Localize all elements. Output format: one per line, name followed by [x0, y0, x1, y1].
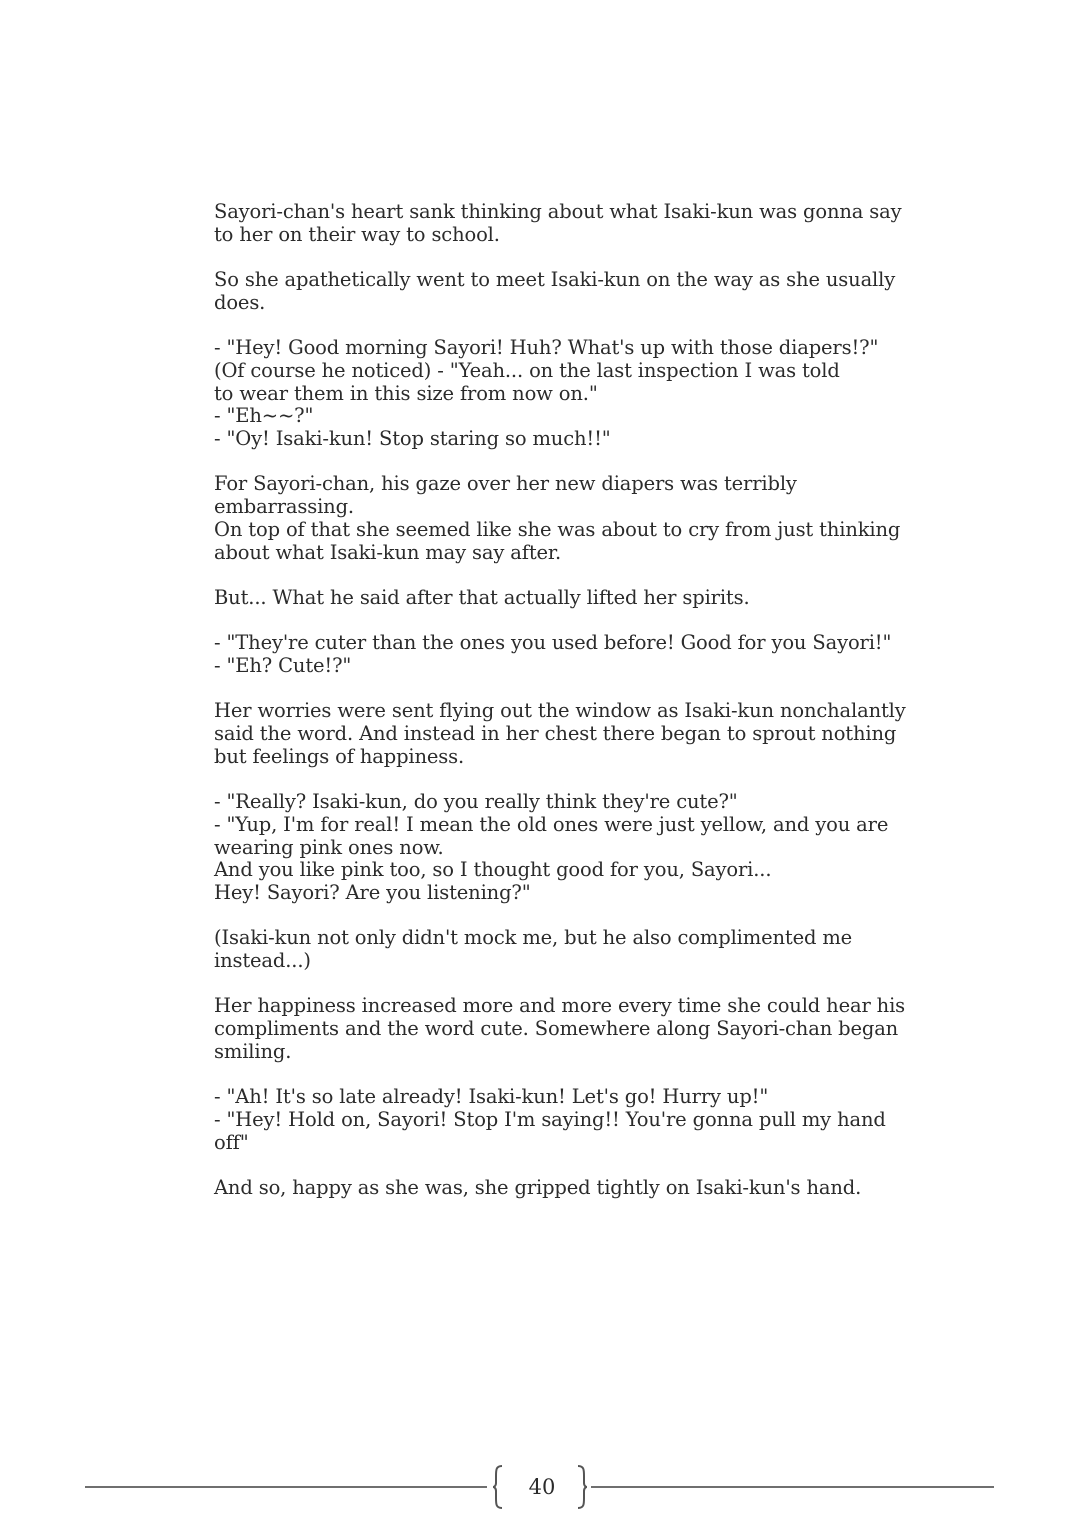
text-line: Sayori-chan's heart sank thinking about what Isaki-kun was gonna say	[214, 200, 902, 223]
story-text	[214, 200, 906, 1222]
text-line: - "Hey! Hold on, Sayori! Stop I'm saying!! You're gonna pull my hand	[214, 1107, 886, 1131]
text-line: - "Eh~~?"	[214, 404, 314, 428]
text-line: - "Yup, I'm for real! I mean the old ones were just yellow, and you are	[214, 812, 889, 836]
paragraph	[214, 790, 889, 905]
text-line: - "Eh? Cute!?"	[214, 653, 352, 677]
text-line: - "Oy! Isaki-kun! Stop staring so much!!"	[214, 427, 611, 450]
left-brace-ornament	[492, 1464, 504, 1510]
text-line: but feelings of happiness.	[214, 744, 465, 768]
page-number: 40	[528, 1475, 556, 1499]
text-line: But... What he said after that actually lifted her spirits.	[214, 585, 750, 609]
text-line: instead...)	[214, 949, 311, 973]
paragraph	[214, 200, 902, 246]
paragraph	[214, 631, 892, 677]
text-line: said the word. And instead in her chest there began to sprout nothing	[214, 722, 897, 746]
text-line: - "Hey! Good morning Sayori! Huh? What's up with those diapers!?"	[214, 336, 879, 360]
text-line: wearing pink ones now.	[214, 835, 444, 859]
text-line: - "They're cuter than the ones you used before! Good for you Sayori!"	[214, 631, 892, 655]
paragraph	[214, 472, 901, 564]
text-line: Hey! Sayori? Are you listening?"	[214, 880, 531, 904]
text-line: (Of course he noticed) - "Yeah... on the last inspection I was told	[214, 358, 840, 382]
paragraph	[214, 927, 864, 972]
footer-rule-right	[591, 1486, 994, 1488]
text-line: about what Isaki-kun may say after.	[214, 540, 561, 564]
paragraph	[214, 1177, 864, 1200]
paragraph	[214, 268, 896, 314]
text-line: Her worries were sent flying out the window as Isaki-kun nonchalantly	[214, 699, 906, 723]
text-line: On top of that she seemed like she was about to cry from just thinking	[214, 517, 901, 541]
paragraph	[214, 699, 906, 768]
page-footer	[0, 1462, 1080, 1512]
text-line: And you like pink too, so I thought good for you, Sayori...	[214, 858, 772, 882]
text-line: (Isaki-kun not only didn't mock me, but he also complimented me	[214, 926, 853, 950]
paragraph	[214, 994, 906, 1063]
text-line: does.	[214, 290, 266, 314]
text-line: embarrassing.	[214, 495, 354, 519]
right-brace-ornament	[576, 1464, 588, 1510]
text-line: to her on their way to school.	[214, 222, 500, 246]
text-line: For Sayori-chan, his gaze over her new diapers was terribly	[214, 472, 797, 496]
paragraph	[214, 1085, 886, 1154]
text-line: Her happiness increased more and more every time she could hear his	[214, 994, 906, 1018]
text-line: compliments and the word cute. Somewhere along Sayori-chan began	[214, 1017, 899, 1041]
text-line: to wear them in this size from now on."	[214, 381, 598, 405]
paragraph	[214, 336, 879, 451]
text-line: off"	[214, 1130, 249, 1154]
text-line: smiling.	[214, 1039, 292, 1063]
text-line: - "Ah! It's so late already! Isaki-kun! Let's go! Hurry up!"	[214, 1085, 769, 1109]
footer-rule-left	[85, 1486, 487, 1488]
text-line: So she apathetically went to meet Isaki-kun on the way as she usually	[214, 268, 896, 292]
text-line: - "Really? Isaki-kun, do you really think they're cute?"	[214, 790, 738, 814]
text-line: And so, happy as she was, she gripped tightly on Isaki-kun's hand.	[214, 1176, 862, 1200]
paragraph	[214, 587, 864, 610]
